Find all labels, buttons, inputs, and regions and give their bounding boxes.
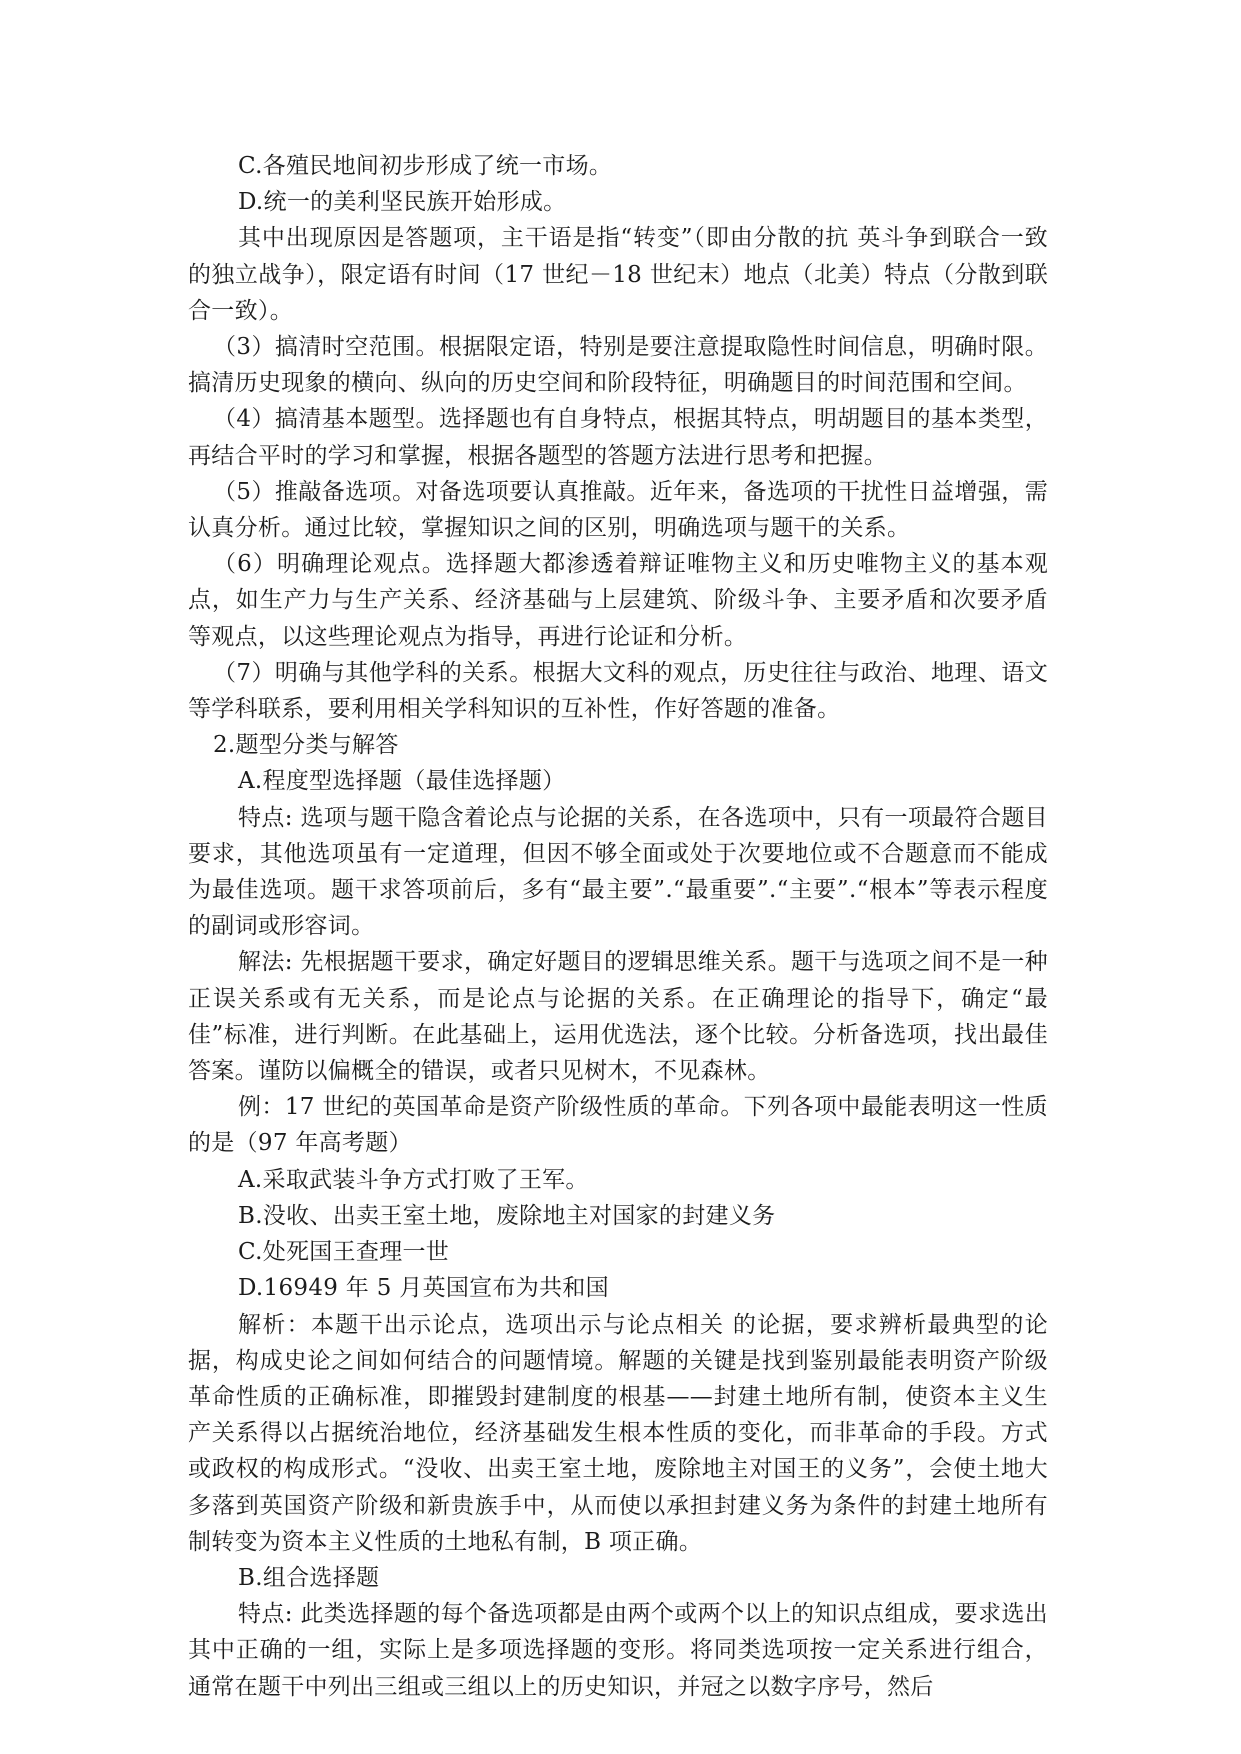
paragraph: （6）明确理论观点。选择题大都渗透着辩证唯物主义和历史唯物主义的基本观点，如生产力与生产关系、经济基础与上层建筑、阶级斗争、主要矛盾和次要矛盾等观点，以这些理论观点为指导，再进行论证和分析。 xyxy=(188,551,1048,650)
paragraph: （3）搞清时空范围。根据限定语，特别是要注意提取隐性时间信息，明确时限。搞清历史现象的横向、纵向的历史空间和阶段特征，明确题目的时间范围和空间。 xyxy=(188,334,1048,397)
paragraph: 解析：本题干出示论点，选项出示与论点相关 的论据，要求辨析最典型的论据，构成史论之间如何结合的问题情境。解题的关键是找到鉴别最能表明资产阶级革命性质的正确标准，即摧毁封建制度的根基——封建土地所有制，使资本主义生产关系得以占据统治地位，经济基础发生根本性质的变化，而非革命的手段。方式或政权的构成形式。“没收、出卖王室土地，废除地主对国王的义务”，会使土地大多落到英国资产阶级和新贵族手中，从而使以承担封建义务为条件的封建土地所有制转变为资本主义性质的土地私有制，B 项正确。 xyxy=(188,1311,1048,1555)
paragraph: （7）明确与其他学科的关系。根据大文科的观点，历史往往与政治、地理、语文等学科联系，要利用相关学科知识的互补性，作好答题的准备。 xyxy=(188,659,1048,723)
paragraph: B.没收、出卖王室土地，废除地主对国家的封建义务 xyxy=(238,1202,776,1229)
paragraph: D.统一的美利坚民族开始形成。 xyxy=(238,189,567,216)
paragraph: 其中出现原因是答题项，主干语是指“转变”（即由分散的抗 英斗争到联合一致的独立战争），限定语有时间（17 世纪－18 世纪末）地点（北美）特点（分散到联合一致）。 xyxy=(188,225,1048,324)
document-body xyxy=(188,148,1048,1705)
paragraph: 特点: 此类选择题的每个备选项都是由两个或两个以上的知识点组成，要求选出其中正确的一组，实际上是多项选择题的变形。将同类选项按一定关系进行组合，通常在题干中列出三组或三组以上的历史知识，并冠之以数字序号，然后 xyxy=(188,1601,1048,1700)
paragraph: 例：17 世纪的英国革命是资产阶级性质的革命。下列各项中最能表明这一性质的是（97 年高考题） xyxy=(188,1094,1048,1157)
paragraph: （5）推敲备选项。对备选项要认真推敲。近年来，备选项的干扰性日益增强，需认真分析。通过比较，掌握知识之间的区别，明确选项与题干的关系。 xyxy=(188,478,1048,542)
paragraph: A.采取武装斗争方式打败了王军。 xyxy=(238,1166,589,1193)
paragraph: （4）搞清基本题型。选择题也有自身特点，根据其特点，明胡题目的基本类型，再结合平时的学习和掌握，根据各题型的答题方法进行思考和把握。 xyxy=(188,406,1048,469)
paragraph: C.处死国王查理一世 xyxy=(238,1239,450,1266)
paragraph: 解法: 先根据题干要求，确定好题目的逻辑思维关系。题干与选项之间不是一种正误关系或有无关系，而是论点与论据的关系。在正确理论的指导下，确定“最佳”标准，进行判断。在此基础上，运用优选法，逐个比较。分析备选项，找出最佳答案。谨防以偏概全的错误，或者只见树木，不见森林。 xyxy=(188,949,1048,1085)
paragraph: D.16949 年 5 月英国宣布为共和国 xyxy=(238,1275,609,1302)
paragraph: 特点: 选项与题干隐含着论点与论据的关系，在各选项中，只有一项最符合题目要求，其他选项虽有一定道理，但因不够全面或处于次要地位或不合题意而不能成为最佳选项。题干求答项前后，多有“最主要”.“最重要”.“主要”.“根本”等表示程度的副词或形容词。 xyxy=(188,804,1048,940)
paragraph: 2.题型分类与解答 xyxy=(213,732,399,759)
paragraph: B.组合选择题 xyxy=(238,1564,380,1591)
paragraph: C.各殖民地间初步形成了统一市场。 xyxy=(238,153,613,179)
paragraph: A.程度型选择题（最佳选择题） xyxy=(238,768,566,795)
